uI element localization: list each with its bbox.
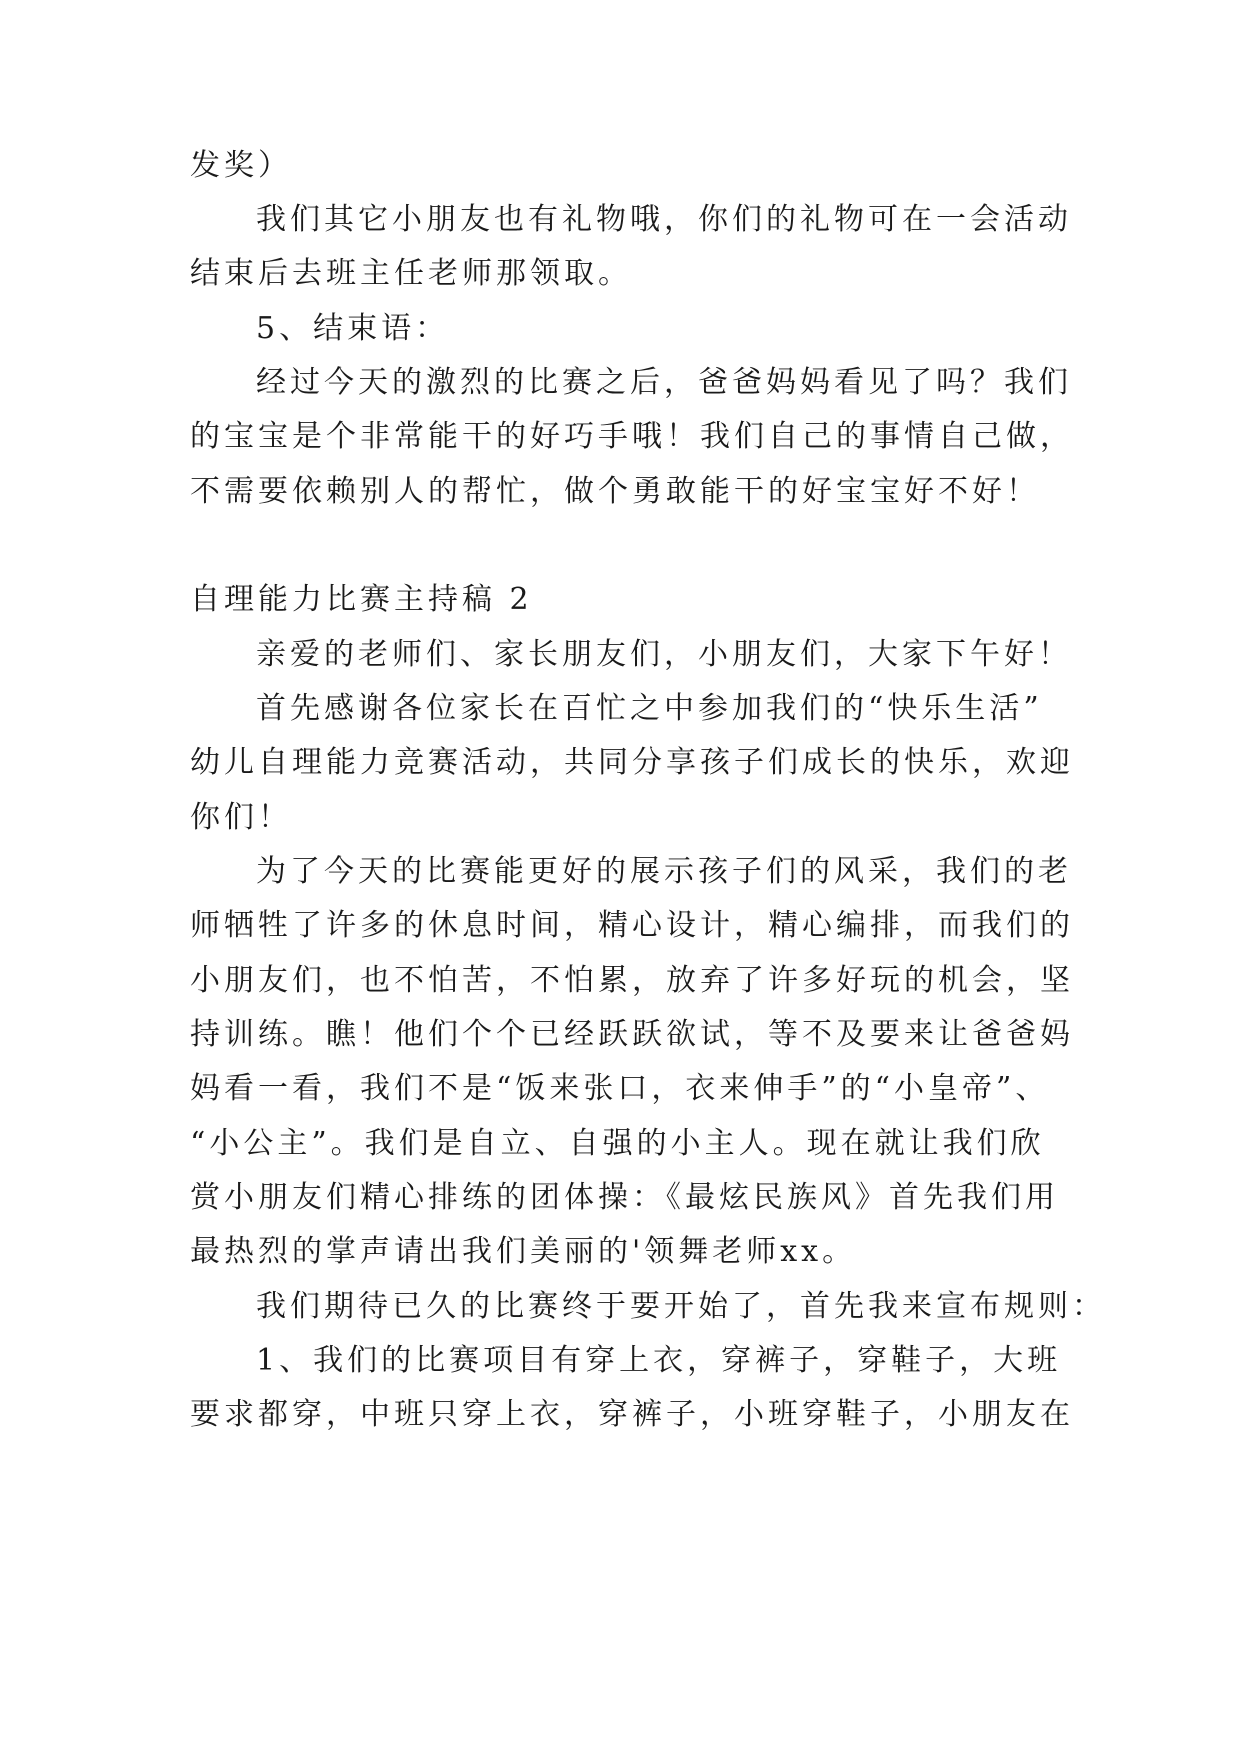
text-line: 赏小朋友们精心排练的团体操：《最炫民族风》首先我们用 xyxy=(190,1180,1059,1215)
text-line: 5、结束语： xyxy=(256,311,450,346)
text-line: 幼儿自理能力竞赛活动，共同分享孩子们成长的快乐，欢迎 xyxy=(190,745,1074,780)
text-line: 不需要依赖别人的帮忙，做个勇敢能干的好宝宝好不好！ xyxy=(190,474,1040,509)
text-line: 亲爱的老师们、家长朋友们，小朋友们，大家下午好！ xyxy=(256,637,1072,672)
text-line: 发奖） xyxy=(190,148,292,183)
text-line: 结束后去班主任老师那领取。 xyxy=(190,256,632,291)
section-title: 自理能力比赛主持稿 2 xyxy=(190,582,533,617)
text-line: 持训练。瞧！他们个个已经跃跃欲试，等不及要来让爸爸妈 xyxy=(190,1017,1074,1052)
text-line: 首先感谢各位家长在百忙之中参加我们的“快乐生活” xyxy=(256,691,1043,726)
text-line: 我们期待已久的比赛终于要开始了，首先我来宣布规则： xyxy=(256,1289,1106,1324)
text-line: 经过今天的激烈的比赛之后，爸爸妈妈看见了吗？我们 xyxy=(256,365,1072,400)
text-line: 妈看一看，我们不是“饭来张口，衣来伸手”的“小皇帝”、 xyxy=(190,1071,1050,1106)
text-line: 的宝宝是个非常能干的好巧手哦！我们自己的事情自己做， xyxy=(190,419,1074,454)
text-line: 最热烈的掌声请出我们美丽的'领舞老师xx。 xyxy=(190,1234,857,1269)
text-line: 为了今天的比赛能更好的展示孩子们的风采，我们的老 xyxy=(256,854,1072,889)
text-line: 我们其它小朋友也有礼物哦，你们的礼物可在一会活动 xyxy=(256,202,1072,237)
text-line: 你们！ xyxy=(190,800,292,835)
text-line: 师牺牲了许多的休息时间，精心设计，精心编排，而我们的 xyxy=(190,908,1074,943)
text-line: 小朋友们，也不怕苦，不怕累，放弃了许多好玩的机会，坚 xyxy=(190,963,1074,998)
text-line: “小公主”。我们是自立、自强的小主人。现在就让我们欣 xyxy=(190,1126,1045,1161)
text-line: 要求都穿，中班只穿上衣，穿裤子，小班穿鞋子，小朋友在 xyxy=(190,1397,1074,1432)
text-line: 1、我们的比赛项目有穿上衣，穿裤子，穿鞋子，大班 xyxy=(256,1343,1062,1378)
